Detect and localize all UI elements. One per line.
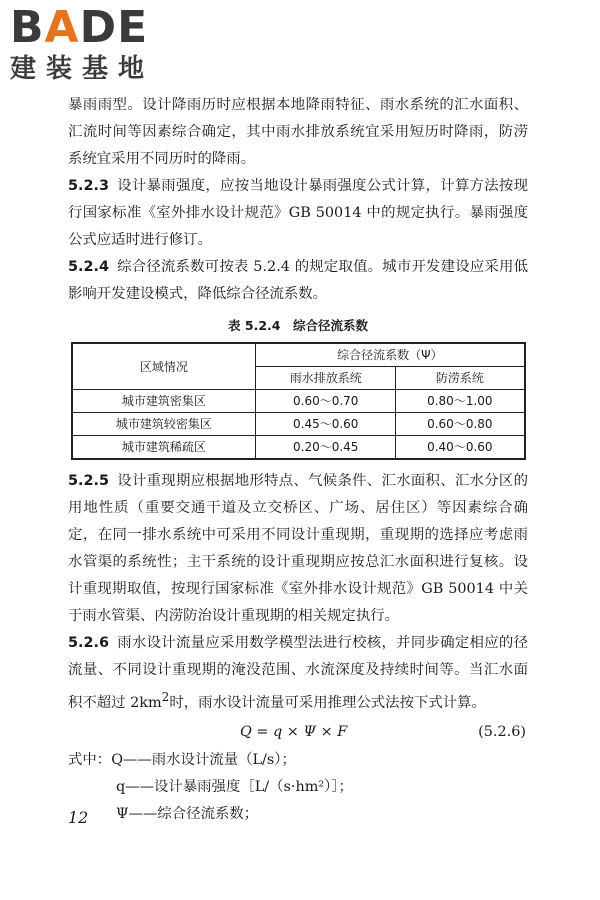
cell-region: 城市建筑密集区 bbox=[72, 390, 256, 413]
header-region: 区域情况 bbox=[72, 343, 256, 390]
page-number: 12 bbox=[68, 808, 89, 827]
cell-drain: 0.60～0.70 bbox=[256, 390, 396, 413]
paragraph-continuation: 暴雨雨型。设计降雨历时应根据本地降雨特征、雨水系统的汇水面积、汇流时间等因素综合确定，其中雨水排放系统宜采用短历时降雨，防涝系统宜采用不同历时的降雨。 bbox=[68, 97, 528, 167]
header-group: 综合径流系数（Ψ） bbox=[256, 343, 525, 367]
header-flood-system: 防涝系统 bbox=[396, 367, 525, 390]
logo-wordmark: BADE bbox=[10, 2, 149, 53]
header-drain-system: 雨水排放系统 bbox=[256, 367, 396, 390]
table-row bbox=[72, 390, 525, 413]
cell-flood: 0.80～1.00 bbox=[396, 390, 525, 413]
runoff-coefficient-table bbox=[71, 342, 526, 460]
clause-5-2-3 bbox=[68, 173, 528, 254]
logo-subtitle: 建装基地 bbox=[10, 54, 155, 84]
clause-number: 5.2.5 bbox=[68, 473, 109, 489]
table-row bbox=[72, 436, 525, 460]
cell-drain: 0.20～0.45 bbox=[256, 436, 396, 460]
table-header-row bbox=[72, 343, 525, 367]
definition-q-flow: Q——雨水设计流量（L/s）； bbox=[111, 751, 296, 768]
formula-5-2-6 bbox=[68, 717, 528, 747]
definition-psi: Ψ——综合径流系数； bbox=[116, 805, 259, 822]
clause-text: 设计暴雨强度，应按当地设计暴雨强度公式计算，计算方法按现行国家标准《室外排水设计规范》GB 50014 中的规定执行。暴雨强度公式应适时进行修订。 bbox=[68, 178, 528, 248]
document-body bbox=[68, 92, 528, 828]
clause-text: 雨水设计流量应采用数学模型法进行校核，并同步确定相应的径流量、不同设计重现期的淹没范围、水流深度及持续时间等。当汇水面积不超过 2km bbox=[68, 635, 528, 711]
clause-5-2-4 bbox=[68, 254, 528, 308]
table-caption: 表 5.2.4 综合径流系数 bbox=[228, 318, 368, 333]
clause-5-2-5 bbox=[68, 468, 528, 630]
cell-flood: 0.60～0.80 bbox=[396, 413, 525, 436]
definition-q-intensity: q——设计暴雨强度［L/（s·hm²）］； bbox=[116, 778, 353, 795]
formula-number: (5.2.6) bbox=[478, 723, 526, 740]
cell-flood: 0.40～0.60 bbox=[396, 436, 525, 460]
bade-logo bbox=[10, 4, 180, 84]
clause-5-2-6 bbox=[68, 630, 528, 717]
table-row bbox=[72, 413, 525, 436]
clause-text: 综合径流系数可按表 5.2.4 的规定取值。城市开发建设应采用低影响开发建设模式，降低综合径流系数。 bbox=[68, 259, 528, 302]
clause-number: 5.2.6 bbox=[68, 635, 109, 651]
clause-number: 5.2.3 bbox=[68, 178, 109, 194]
cell-region: 城市建筑稀疏区 bbox=[72, 436, 256, 460]
definition-intro: 式中：Q——雨水设计流量（L/s）； bbox=[68, 751, 296, 768]
clause-number: 5.2.4 bbox=[68, 259, 109, 275]
clause-text: 设计重现期应根据地形特点、气候条件、汇水面积、汇水分区的用地性质（重要交通干道及立交桥区、广场、居住区）等因素综合确定，在同一排水系统中可采用不同设计重现期，重现期的选择应考虑雨水管渠的系统性；主干系统的设计重现期应按总汇水面积进行复核。设计重现期取值，按现行国家标准《室外排水设计规范》GB 50014 中关于雨水管渠、内涝防治设计重现期的相关规定执行。 bbox=[68, 473, 528, 624]
clause-text-cont: 时，雨水设计流量可采用推理公式法按下式计算。 bbox=[169, 694, 486, 711]
cell-drain: 0.45～0.60 bbox=[256, 413, 396, 436]
superscript: 2 bbox=[161, 690, 170, 704]
cell-region: 城市建筑较密集区 bbox=[72, 413, 256, 436]
formula-expression: Q = q × Ψ × F bbox=[240, 723, 348, 740]
